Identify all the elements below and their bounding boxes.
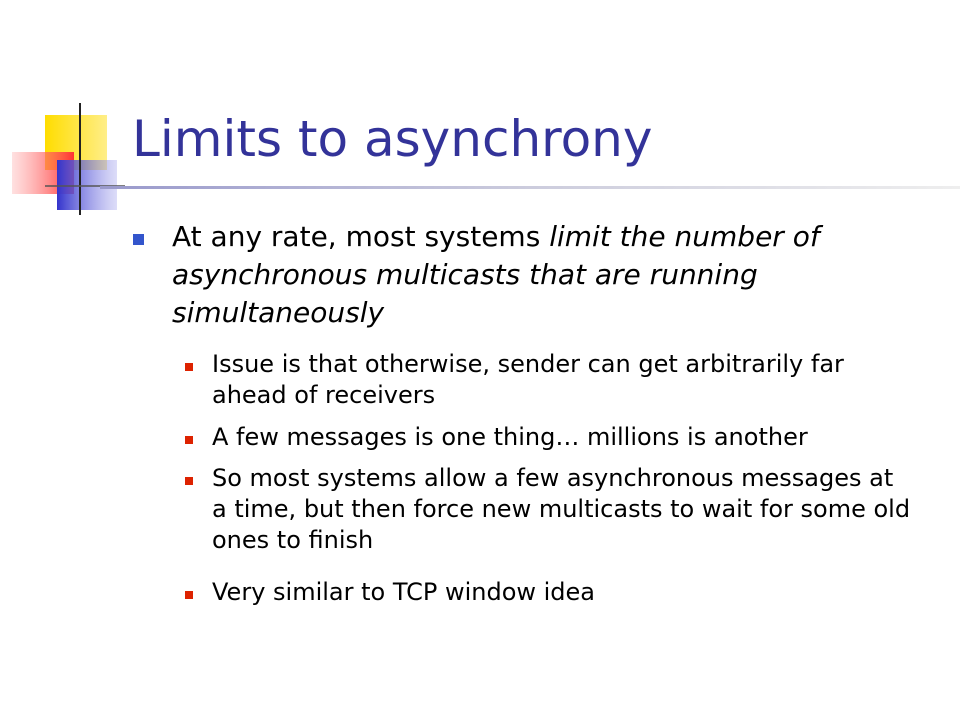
main-bullet-emphasis: limit the number of asynchronous multicasts that are running simultaneously (172, 220, 820, 329)
sub-bullet-marker (185, 477, 193, 485)
sub-bullet-text: So most systems allow a few asynchronous messages at a time, but then force new multicasts to wait for some old ones to finish (212, 464, 911, 554)
deco-yellow-square (45, 115, 107, 170)
sub-bullet-marker (185, 591, 193, 599)
sub-bullet-text: Very similar to TCP window idea (212, 578, 596, 606)
sub-bullet-text: A few messages is one thing… millions is another (212, 423, 808, 451)
sub-bullet-text: Issue is that otherwise, sender can get arbitrarily far ahead of receivers (212, 350, 844, 409)
main-bullet-lead: At any rate, most systems (172, 220, 550, 253)
sub-bullet-marker (185, 436, 193, 444)
deco-rule-line (100, 186, 960, 189)
deco-blue-square (57, 160, 117, 210)
deco-red-bar (12, 152, 74, 194)
slide-title: Limits to asynchrony (132, 110, 653, 168)
main-bullet-marker (133, 234, 144, 245)
main-bullet-text (172, 218, 947, 332)
sub-bullet-marker (185, 363, 193, 371)
